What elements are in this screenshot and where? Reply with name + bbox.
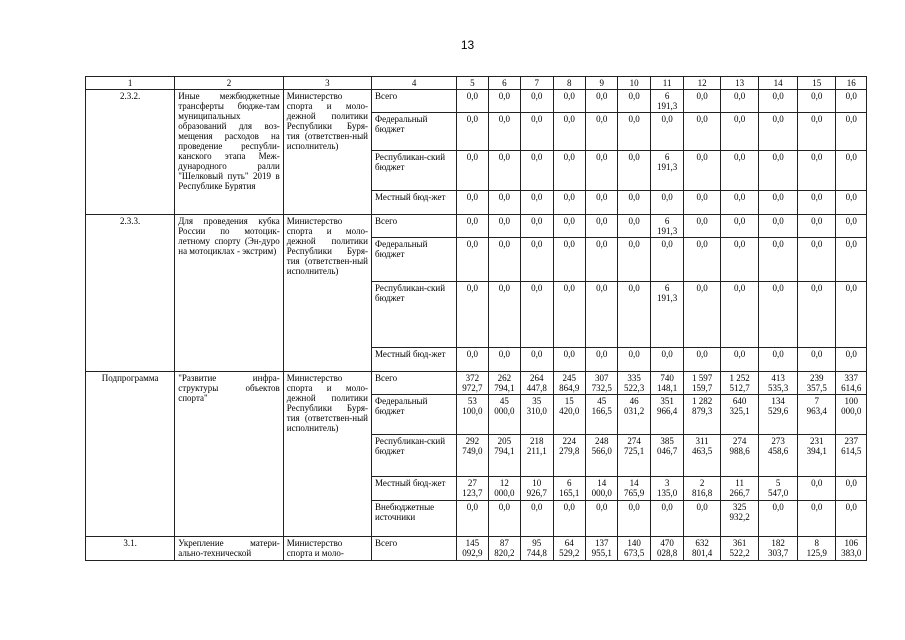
amount-cell: 6 191,3: [650, 215, 683, 238]
table-row: [86, 537, 867, 561]
column-number: 15: [797, 77, 836, 90]
amount-cell: 0,0: [650, 501, 683, 537]
amount-cell: 0,0: [836, 282, 867, 348]
table-row: [86, 90, 867, 113]
amount-cell: 0,0: [488, 113, 520, 151]
amount-cell: 0,0: [618, 215, 650, 238]
amount-cell: 8 125,9: [797, 537, 836, 561]
amount-cell: 0,0: [836, 191, 867, 215]
funding-source: Всего: [372, 215, 457, 238]
funding-source: Местный бюд-жет: [372, 477, 457, 501]
amount-cell: 0,0: [759, 282, 798, 348]
amount-cell: 0,0: [684, 282, 721, 348]
amount-cell: 12 000,0: [488, 477, 520, 501]
amount-cell: 0,0: [553, 90, 585, 113]
amount-cell: 470 028,8: [650, 537, 683, 561]
amount-cell: 0,0: [457, 90, 488, 113]
amount-cell: 0,0: [797, 282, 836, 348]
amount-cell: 15 420,0: [553, 395, 585, 435]
amount-cell: 0,0: [720, 348, 759, 372]
amount-cell: 0,0: [457, 191, 488, 215]
amount-cell: 311 463,5: [684, 435, 721, 477]
item-name: Для проведения кубка России по мотоцик-летному спорту (Эн-дуро на мотоциклах - экстрим): [175, 215, 284, 372]
responsible-executor: Министерство спорта и моло-дежной политики Республики Буря-тия (ответствен-ный исполнитель): [283, 90, 371, 215]
amount-cell: 0,0: [720, 151, 759, 191]
amount-cell: 53 100,0: [457, 395, 488, 435]
amount-cell: 325 932,2: [720, 501, 759, 537]
amount-cell: 0,0: [553, 501, 585, 537]
amount-cell: 45 000,0: [488, 395, 520, 435]
amount-cell: 0,0: [797, 215, 836, 238]
amount-cell: 0,0: [836, 151, 867, 191]
amount-cell: 0,0: [684, 191, 721, 215]
table-row: [86, 215, 867, 238]
amount-cell: 0,0: [553, 215, 585, 238]
amount-cell: 0,0: [720, 90, 759, 113]
amount-cell: 100 000,0: [836, 395, 867, 435]
amount-cell: 0,0: [585, 501, 617, 537]
budget-table: [85, 76, 867, 561]
item-code: 2.3.3.: [86, 215, 175, 372]
amount-cell: 0,0: [720, 282, 759, 348]
amount-cell: 182 303,7: [759, 537, 798, 561]
amount-cell: 0,0: [553, 191, 585, 215]
responsible-executor: Министерство спорта и моло-: [283, 537, 371, 561]
column-number: 12: [684, 77, 721, 90]
amount-cell: 87 820,2: [488, 537, 520, 561]
funding-source: Местный бюд-жет: [372, 191, 457, 215]
amount-cell: 106 383,0: [836, 537, 867, 561]
column-number: 16: [836, 77, 867, 90]
amount-cell: 0,0: [618, 238, 650, 282]
amount-cell: 0,0: [836, 477, 867, 501]
amount-cell: 413 535,3: [759, 372, 798, 395]
amount-cell: 0,0: [759, 90, 798, 113]
amount-cell: 0,0: [585, 348, 617, 372]
amount-cell: 335 522,3: [618, 372, 650, 395]
amount-cell: 239 357,5: [797, 372, 836, 395]
amount-cell: 14 000,0: [585, 477, 617, 501]
amount-cell: 292 749,0: [457, 435, 488, 477]
column-number: 11: [650, 77, 683, 90]
amount-cell: 372 972,7: [457, 372, 488, 395]
amount-cell: 0,0: [521, 191, 553, 215]
amount-cell: 134 529,6: [759, 395, 798, 435]
amount-cell: 0,0: [836, 348, 867, 372]
amount-cell: 0,0: [836, 90, 867, 113]
amount-cell: 0,0: [759, 215, 798, 238]
funding-source: Федеральный бюджет: [372, 113, 457, 151]
amount-cell: 274 725,1: [618, 435, 650, 477]
table-row: [86, 372, 867, 395]
amount-cell: 0,0: [553, 348, 585, 372]
funding-source: Внебюджетные источники: [372, 501, 457, 537]
amount-cell: 0,0: [618, 282, 650, 348]
amount-cell: 0,0: [720, 113, 759, 151]
amount-cell: 0,0: [521, 282, 553, 348]
amount-cell: 361 522,2: [720, 537, 759, 561]
amount-cell: 0,0: [553, 238, 585, 282]
amount-cell: 640 325,1: [720, 395, 759, 435]
amount-cell: 0,0: [618, 348, 650, 372]
amount-cell: 1 282 879,3: [684, 395, 721, 435]
amount-cell: 0,0: [797, 238, 836, 282]
amount-cell: 6 191,3: [650, 282, 683, 348]
amount-cell: 35 310,0: [521, 395, 553, 435]
amount-cell: 0,0: [684, 90, 721, 113]
amount-cell: 262 794,1: [488, 372, 520, 395]
column-number: 10: [618, 77, 650, 90]
amount-cell: 237 614,5: [836, 435, 867, 477]
column-number: 13: [720, 77, 759, 90]
amount-cell: 0,0: [797, 191, 836, 215]
amount-cell: 740 148,1: [650, 372, 683, 395]
amount-cell: 11 266,7: [720, 477, 759, 501]
funding-source: Всего: [372, 372, 457, 395]
amount-cell: 0,0: [457, 215, 488, 238]
page-number: 13: [460, 38, 475, 52]
amount-cell: 0,0: [720, 191, 759, 215]
funding-source: Республикан-ский бюджет: [372, 435, 457, 477]
amount-cell: 0,0: [684, 151, 721, 191]
amount-cell: 0,0: [488, 191, 520, 215]
amount-cell: 0,0: [457, 151, 488, 191]
column-number: 5: [457, 77, 488, 90]
amount-cell: 0,0: [521, 501, 553, 537]
amount-cell: 0,0: [553, 151, 585, 191]
amount-cell: 64 529,2: [553, 537, 585, 561]
amount-cell: 0,0: [684, 215, 721, 238]
responsible-executor: Министерство спорта и моло-дежной политики Республики Буря-тия (ответствен-ный исполнитель): [283, 215, 371, 372]
amount-cell: 0,0: [553, 282, 585, 348]
amount-cell: 0,0: [585, 282, 617, 348]
amount-cell: 0,0: [457, 238, 488, 282]
amount-cell: 0,0: [585, 191, 617, 215]
amount-cell: 0,0: [759, 348, 798, 372]
amount-cell: 0,0: [684, 348, 721, 372]
amount-cell: 46 031,2: [618, 395, 650, 435]
amount-cell: 0,0: [521, 113, 553, 151]
amount-cell: 3 135,0: [650, 477, 683, 501]
amount-cell: 218 211,1: [521, 435, 553, 477]
amount-cell: 0,0: [720, 215, 759, 238]
item-code: 3.1.: [86, 537, 175, 561]
funding-source: Федеральный бюджет: [372, 395, 457, 435]
amount-cell: 137 955,1: [585, 537, 617, 561]
column-number: 2: [175, 77, 284, 90]
amount-cell: 0,0: [836, 113, 867, 151]
amount-cell: 0,0: [488, 215, 520, 238]
amount-cell: 0,0: [488, 90, 520, 113]
amount-cell: 2 816,8: [684, 477, 721, 501]
amount-cell: 0,0: [650, 348, 683, 372]
amount-cell: 7 963,4: [797, 395, 836, 435]
amount-cell: 95 744,8: [521, 537, 553, 561]
amount-cell: 140 673,5: [618, 537, 650, 561]
item-name: Иные межбюджетные трансферты бюдже-там муниципальных образований для воз-мещения расходов на проведение республи-канского этапа Меж-дународного ралли "Шелковый путь" 2019 в Республике Бурятия: [175, 90, 284, 215]
column-number: 14: [759, 77, 798, 90]
amount-cell: 351 966,4: [650, 395, 683, 435]
amount-cell: 0,0: [488, 348, 520, 372]
amount-cell: 10 926,7: [521, 477, 553, 501]
column-number: 8: [553, 77, 585, 90]
amount-cell: 14 765,9: [618, 477, 650, 501]
column-number: 1: [86, 77, 175, 90]
amount-cell: 0,0: [684, 113, 721, 151]
funding-source: Всего: [372, 90, 457, 113]
column-number-row: [86, 77, 867, 90]
amount-cell: 0,0: [797, 477, 836, 501]
funding-source: Федеральный бюджет: [372, 238, 457, 282]
amount-cell: 27 123,7: [457, 477, 488, 501]
column-number: 9: [585, 77, 617, 90]
amount-cell: 0,0: [488, 282, 520, 348]
amount-cell: 337 614,6: [836, 372, 867, 395]
funding-source: Всего: [372, 537, 457, 561]
column-number: 7: [521, 77, 553, 90]
amount-cell: 0,0: [457, 501, 488, 537]
amount-cell: 0,0: [759, 238, 798, 282]
amount-cell: 0,0: [585, 238, 617, 282]
amount-cell: 245 864,9: [553, 372, 585, 395]
amount-cell: 0,0: [457, 282, 488, 348]
amount-cell: 231 394,1: [797, 435, 836, 477]
funding-source: Местный бюд-жет: [372, 348, 457, 372]
amount-cell: 0,0: [720, 238, 759, 282]
item-code: 2.3.2.: [86, 90, 175, 215]
amount-cell: 0,0: [650, 191, 683, 215]
amount-cell: 0,0: [521, 90, 553, 113]
amount-cell: 0,0: [684, 501, 721, 537]
amount-cell: 632 801,4: [684, 537, 721, 561]
amount-cell: 6 191,3: [650, 90, 683, 113]
amount-cell: 5 547,0: [759, 477, 798, 501]
amount-cell: 0,0: [797, 113, 836, 151]
amount-cell: 205 794,1: [488, 435, 520, 477]
amount-cell: 307 732,5: [585, 372, 617, 395]
amount-cell: 273 458,6: [759, 435, 798, 477]
amount-cell: 0,0: [521, 215, 553, 238]
amount-cell: 0,0: [759, 113, 798, 151]
amount-cell: 0,0: [797, 348, 836, 372]
amount-cell: 0,0: [457, 113, 488, 151]
amount-cell: 0,0: [650, 238, 683, 282]
amount-cell: 6 191,3: [650, 151, 683, 191]
column-number: 4: [372, 77, 457, 90]
item-code: Подпрограмма: [86, 372, 175, 537]
amount-cell: 385 046,7: [650, 435, 683, 477]
amount-cell: 6 165,1: [553, 477, 585, 501]
amount-cell: 0,0: [836, 501, 867, 537]
amount-cell: 0,0: [585, 215, 617, 238]
amount-cell: 0,0: [488, 501, 520, 537]
amount-cell: 0,0: [521, 348, 553, 372]
amount-cell: 0,0: [521, 151, 553, 191]
column-number: 6: [488, 77, 520, 90]
amount-cell: 0,0: [553, 113, 585, 151]
item-name: "Развитие инфра-структуры объектов спорта": [175, 372, 284, 537]
amount-cell: 45 166,5: [585, 395, 617, 435]
amount-cell: 0,0: [488, 151, 520, 191]
column-number: 3: [283, 77, 371, 90]
amount-cell: 248 566,0: [585, 435, 617, 477]
funding-source: Республикан-ский бюджет: [372, 282, 457, 348]
amount-cell: 0,0: [759, 191, 798, 215]
amount-cell: 264 447,8: [521, 372, 553, 395]
amount-cell: 0,0: [650, 113, 683, 151]
amount-cell: 0,0: [797, 501, 836, 537]
amount-cell: 274 988,6: [720, 435, 759, 477]
amount-cell: 0,0: [618, 191, 650, 215]
amount-cell: 0,0: [618, 113, 650, 151]
amount-cell: 0,0: [759, 151, 798, 191]
amount-cell: 224 279,8: [553, 435, 585, 477]
amount-cell: 0,0: [521, 238, 553, 282]
amount-cell: 0,0: [836, 238, 867, 282]
responsible-executor: Министерство спорта и моло-дежной политики Республики Буря-тия (ответствен-ный исполнитель): [283, 372, 371, 537]
amount-cell: 0,0: [684, 238, 721, 282]
amount-cell: 1 597 159,7: [684, 372, 721, 395]
amount-cell: 0,0: [797, 90, 836, 113]
amount-cell: 0,0: [618, 151, 650, 191]
amount-cell: 0,0: [618, 90, 650, 113]
amount-cell: 0,0: [585, 151, 617, 191]
amount-cell: 0,0: [759, 501, 798, 537]
amount-cell: 145 092,9: [457, 537, 488, 561]
item-name: Укрепление матери-ально-технической: [175, 537, 284, 561]
amount-cell: 0,0: [585, 90, 617, 113]
amount-cell: 1 252 512,7: [720, 372, 759, 395]
amount-cell: 0,0: [797, 151, 836, 191]
funding-source: Республикан-ский бюджет: [372, 151, 457, 191]
amount-cell: 0,0: [618, 501, 650, 537]
amount-cell: 0,0: [585, 113, 617, 151]
amount-cell: 0,0: [836, 215, 867, 238]
amount-cell: 0,0: [488, 238, 520, 282]
amount-cell: 0,0: [457, 348, 488, 372]
